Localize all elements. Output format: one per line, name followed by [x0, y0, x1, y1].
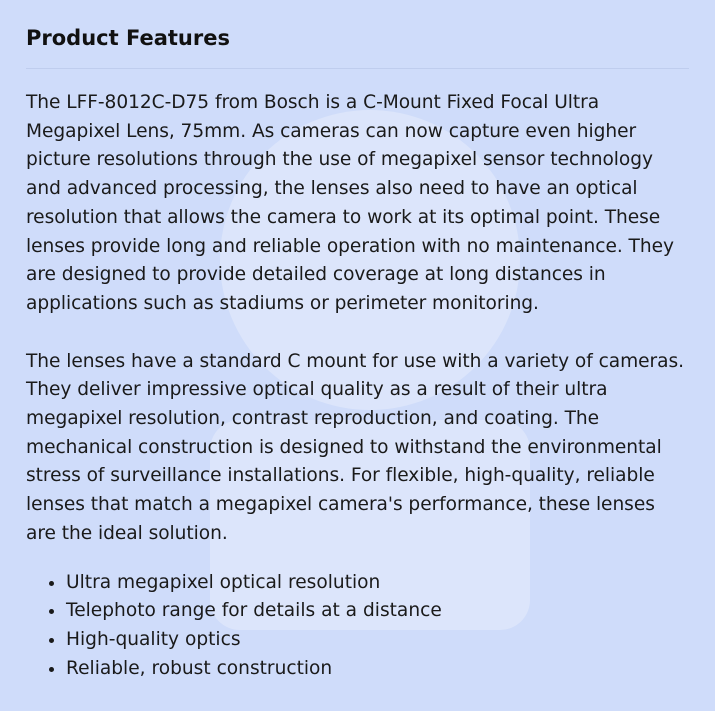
feature-item: • High-quality optics: [66, 626, 689, 655]
feature-item: • Reliable, robust construction: [66, 655, 689, 684]
description-paragraph-2: The lenses have a standard C mount for use with a variety of cameras. They deliver impressive optical quality as a result of their ultra megapixel resolution, contrast reproduction, and coating. The mechanical construction is designed to withstand the environmental stress of surveillance installations. For flexible, high-quality, reliable lenses that match a megapixel camera's performance, these lenses are the ideal solution.: [26, 350, 684, 544]
section-title: Product Features: [26, 26, 230, 50]
feature-item: • Telephoto range for details at a distance: [66, 597, 689, 626]
title-divider: [26, 68, 689, 69]
feature-list: [26, 569, 689, 684]
description-paragraph-1: The LFF-8012C-D75 from Bosch is a C-Mount Fixed Focal Ultra Megapixel Lens, 75mm. As cameras can now capture even higher picture resolutions through the use of megapixel sensor technology and advanced processing, the lenses also need to have an optical resolution that allows the camera to work at its optimal point. These lenses provide long and reliable operation with no maintenance. They are designed to provide detailed coverage at long distances in applications such as stadiums or perimeter monitoring.: [26, 92, 674, 314]
feature-item: • Ultra megapixel optical resolution: [66, 569, 689, 598]
